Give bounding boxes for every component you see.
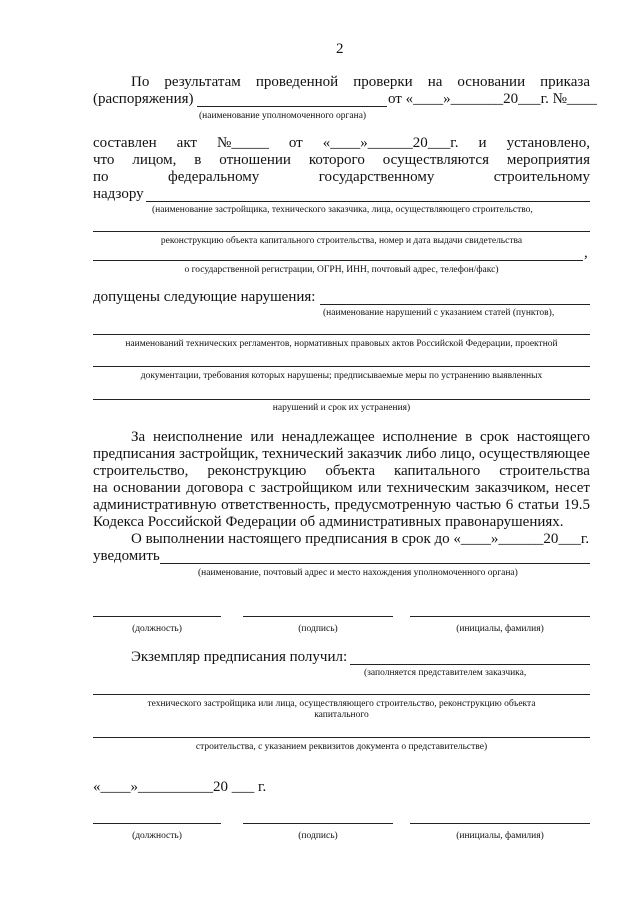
- position-blank-2[interactable]: [93, 823, 221, 824]
- word: мероприятия: [506, 152, 590, 168]
- word: срок: [479, 429, 509, 445]
- word: лицом,: [132, 152, 177, 168]
- word: капитального: [394, 463, 481, 479]
- signature-note-2: (подпись): [298, 831, 338, 841]
- violations-blank-3[interactable]: [93, 366, 590, 367]
- violations-blank-4[interactable]: [93, 399, 590, 400]
- liability-last-line: Кодекса Российской Федерации об административных правонарушениях.: [93, 514, 564, 530]
- liability-line-1: [131, 429, 590, 446]
- word: ненадлежащее: [281, 429, 375, 445]
- word: «____»______20___г.: [322, 135, 459, 151]
- notify-note: (наименование, почтовый адрес и место нахождения уполномоченного органа): [198, 568, 518, 578]
- word: в: [465, 429, 473, 445]
- notify-line-2: уведомить: [93, 548, 160, 564]
- word: проведенной: [255, 74, 339, 90]
- position-blank-1[interactable]: [93, 616, 221, 617]
- intro-date-number: от «____»_______20___г. №____: [388, 91, 597, 107]
- word: лицо,: [440, 446, 476, 462]
- developer-note-1: (наименование застройщика, технического заказчика, лица, осуществляющего строительство,: [152, 205, 533, 215]
- name-blank-2[interactable]: [410, 823, 590, 824]
- word: застройщиком: [260, 480, 353, 496]
- developer-comma: ,: [584, 245, 588, 261]
- name-blank-1[interactable]: [410, 616, 590, 617]
- word: строительство,: [93, 463, 189, 479]
- word: государственному: [318, 169, 435, 185]
- receipt-note-2a: технического застройщика или лица, осуществляющего строительство, реконструкцию объекта: [147, 699, 536, 709]
- liability-line-3: [93, 463, 590, 480]
- violations-note-1: (наименование нарушений с указанием статей (пунктов),: [323, 308, 555, 318]
- word: заказчиком,: [474, 480, 550, 496]
- word: реконструкцию: [207, 463, 307, 479]
- word: По: [131, 74, 150, 90]
- violations-note-2: наименований технических регламентов, нормативных правовых актов Российской Федерации, проектной: [125, 339, 558, 349]
- word: настоящего: [516, 429, 590, 445]
- position-note-1: (должность): [132, 624, 182, 634]
- word: по: [93, 169, 109, 185]
- word: на: [93, 480, 108, 496]
- intro-line-1: [131, 74, 590, 91]
- authority-note: (наименование уполномоченного органа): [199, 111, 367, 121]
- word: от: [288, 135, 303, 151]
- word: основании: [113, 480, 181, 496]
- receipt-label: Экземпляр предписания получил:: [131, 649, 348, 665]
- word: несет: [554, 480, 590, 496]
- word: приказа: [540, 74, 590, 90]
- word: и: [478, 135, 487, 151]
- act-line-2: [93, 152, 590, 169]
- violations-blank-2[interactable]: [93, 334, 590, 335]
- developer-blank-3[interactable]: [93, 260, 583, 261]
- position-note-2: (должность): [132, 831, 182, 841]
- word: 19.5: [563, 497, 590, 513]
- name-note-1: (инициалы, фамилия): [456, 624, 544, 634]
- page-number: 2: [336, 41, 344, 57]
- violations-blank-1[interactable]: [320, 304, 590, 305]
- word: неисполнение: [152, 429, 243, 445]
- word: застройщик,: [178, 446, 259, 462]
- word: установлено,: [506, 135, 590, 151]
- word: что: [93, 152, 115, 168]
- act-line-1: [93, 135, 590, 152]
- word: или: [357, 480, 382, 496]
- word: технический: [262, 446, 344, 462]
- name-note-2: (инициалы, фамилия): [456, 831, 544, 841]
- word: заказчик: [347, 446, 403, 462]
- violations-note-4: нарушений и срок их устранения): [272, 403, 411, 413]
- violations-note-3: документации, требования которых нарушены; предписываемые меры по устранению выявленных: [140, 371, 543, 381]
- violations-label: допущены следующие нарушения:: [93, 289, 316, 305]
- developer-note-2: реконструкцию объекта капитального строительства, номер и дата выдачи свидетельства: [160, 236, 523, 246]
- liability-line-5: [93, 497, 590, 514]
- word: осуществляются: [382, 152, 489, 168]
- developer-blank-2[interactable]: [93, 231, 590, 232]
- word: административную: [93, 497, 217, 513]
- word: строительному: [493, 169, 590, 185]
- word: строительства: [499, 463, 590, 479]
- signature-note-1: (подпись): [298, 624, 338, 634]
- signature-blank-1[interactable]: [243, 616, 393, 617]
- word: или: [250, 429, 274, 445]
- developer-note-3: о государственной регистрации, ОГРН, ИНН, почтовый адрес, телефон/факс): [184, 265, 499, 275]
- receipt-note-3: строительства, с указанием реквизитов документа о представительстве): [195, 742, 488, 752]
- word: 6: [505, 497, 514, 513]
- intro-line-2-start: (распоряжения): [93, 91, 194, 107]
- word: либо: [405, 446, 437, 462]
- receipt-note-2b: капитального: [314, 710, 369, 720]
- developer-blank-1[interactable]: [146, 201, 590, 202]
- word: осуществляющее: [478, 446, 590, 462]
- word: ответственность,: [221, 497, 330, 513]
- signature-blank-2[interactable]: [243, 823, 393, 824]
- word: основании: [457, 74, 526, 90]
- word: федеральному: [167, 169, 260, 185]
- word: в: [194, 152, 202, 168]
- word: с: [248, 480, 256, 496]
- receipt-blank-1[interactable]: [350, 664, 590, 665]
- word: составлен: [93, 135, 157, 151]
- act-line-4-start: надзору: [93, 186, 144, 202]
- word: предусмотренную: [334, 497, 451, 513]
- word: частью: [455, 497, 502, 513]
- act-line-3: [93, 169, 590, 186]
- word: предписания: [93, 446, 176, 462]
- word: №_____: [217, 135, 269, 151]
- word: на: [427, 74, 443, 90]
- word: договора: [186, 480, 244, 496]
- word: результатам: [164, 74, 241, 90]
- word: отношении: [219, 152, 291, 168]
- liability-line-2: [93, 446, 590, 463]
- word: За: [131, 429, 146, 445]
- word: объекта: [325, 463, 376, 479]
- word: которого: [308, 152, 365, 168]
- receipt-note-1: (заполняется представителем заказчика,: [364, 668, 527, 678]
- notify-line-1: О выполнении настоящего предписания в срок до «____»______20___г.: [131, 531, 590, 547]
- liability-line-4: [93, 480, 590, 497]
- receipt-blank-2[interactable]: [93, 694, 590, 695]
- word: статьи: [517, 497, 560, 513]
- notify-blank[interactable]: [160, 563, 590, 564]
- receipt-date: «____»__________20 ___ г.: [93, 779, 267, 795]
- word: техническим: [386, 480, 470, 496]
- authority-blank[interactable]: [197, 106, 387, 107]
- word: акт: [176, 135, 197, 151]
- receipt-blank-3[interactable]: [93, 737, 590, 738]
- word: проверки: [353, 74, 413, 90]
- word: исполнение: [382, 429, 458, 445]
